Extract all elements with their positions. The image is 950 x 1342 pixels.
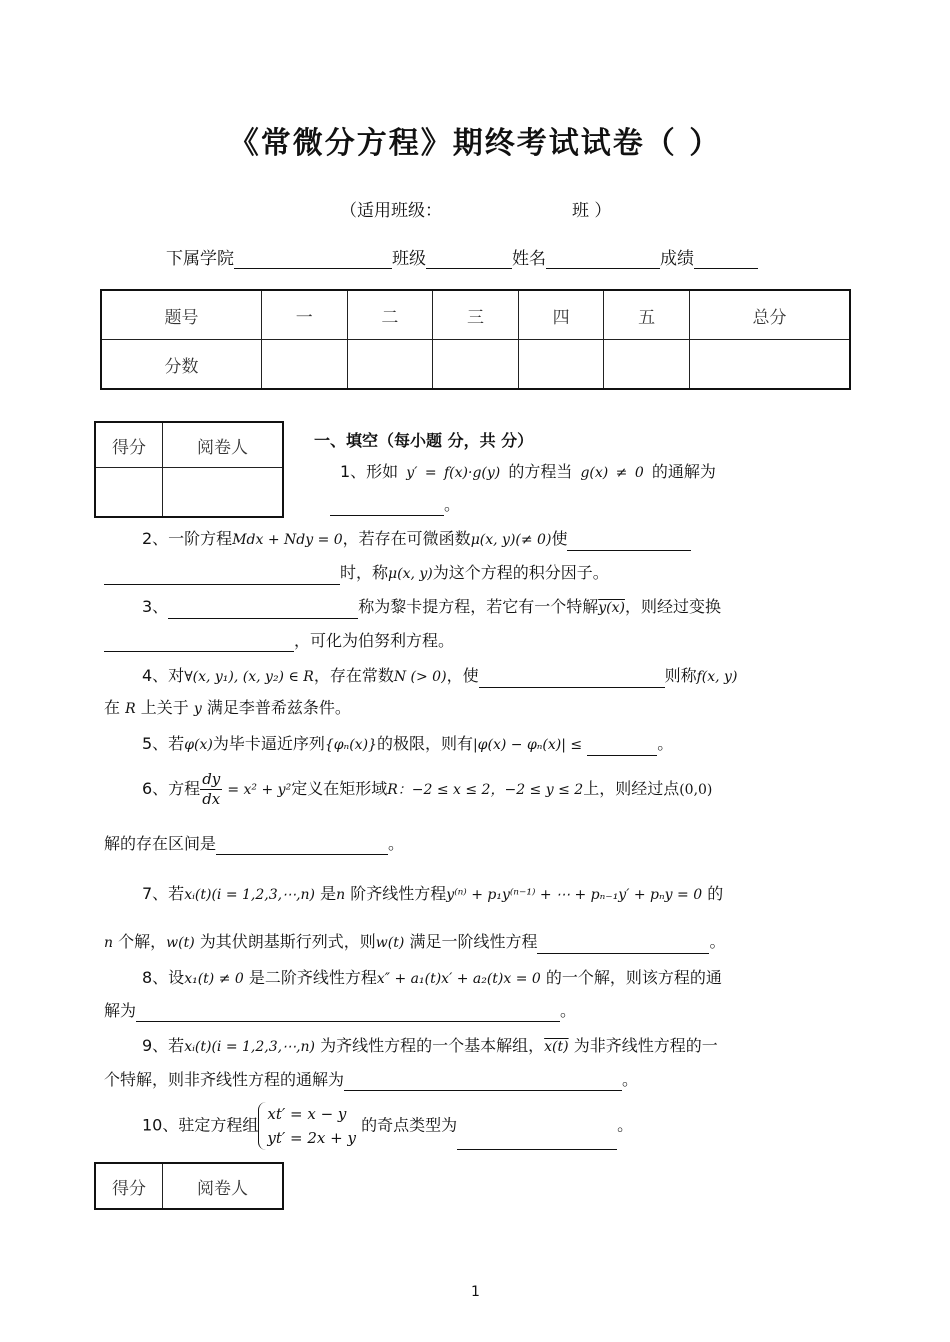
question-8-cont <box>104 1000 576 1022</box>
q10-system <box>258 1102 356 1150</box>
score-cell[interactable] <box>518 340 604 390</box>
q6-math: = x² + y² <box>227 782 292 798</box>
score-cell[interactable] <box>433 340 519 390</box>
q7-math: y⁽ⁿ⁾ + p₁y⁽ⁿ⁻¹⁾ + ⋯ + pₙ₋₁y′ + pₙy = 0 <box>446 887 703 903</box>
college-blank[interactable] <box>234 250 392 269</box>
q4-math: R <box>125 701 136 717</box>
grader-name-cell[interactable] <box>163 468 284 518</box>
q7-text: 的 <box>707 884 724 903</box>
q4-text: 满足李普希兹条件。 <box>206 698 351 717</box>
q10-text: 。 <box>617 1115 634 1135</box>
grade-label: 成绩 <box>660 249 694 269</box>
q1-blank[interactable] <box>330 497 444 516</box>
q5-math: φ(x) <box>184 737 213 753</box>
class-label: 班级 <box>392 249 426 269</box>
q7-text: 阶齐线性方程 <box>350 884 447 903</box>
q7-math: w(t) <box>375 935 405 951</box>
class-blank[interactable] <box>426 250 512 269</box>
q8-math: x₁(t) ≠ 0 <box>184 971 244 987</box>
grader-box-1 <box>94 421 284 518</box>
score-cell[interactable] <box>689 340 850 390</box>
q4-text: ，使 <box>446 666 479 685</box>
score-table-header-row <box>101 290 850 340</box>
q9-math: x(t) <box>544 1039 569 1055</box>
q6-math: R：−2 ≤ x ≤ 2，−2 ≤ y ≤ 2 <box>387 782 584 798</box>
question-3 <box>142 596 721 619</box>
score-table-value-row <box>101 340 850 390</box>
question-6 <box>142 770 712 809</box>
q4-math: f(x, y) <box>696 669 738 685</box>
q9-text: 9、若 <box>142 1036 185 1055</box>
q6-text: 解的存在区间是 <box>104 834 217 853</box>
q7-text: 7、若 <box>142 884 185 903</box>
q6-text: 上，则经过点 <box>583 779 680 798</box>
q1-text: 。 <box>444 495 461 514</box>
applicable-class-suffix: 班 ） <box>572 201 612 221</box>
question-7-cont <box>104 931 725 954</box>
score-cell[interactable] <box>347 340 433 390</box>
question-6-cont <box>104 833 404 855</box>
q2-math: μ(x, y)(≠ 0) <box>470 532 552 548</box>
q2-text: 时，称 <box>340 563 389 582</box>
question-4 <box>142 665 737 688</box>
score-cell[interactable] <box>604 340 690 390</box>
q7-text: 个解， <box>118 932 167 951</box>
question-1-answer <box>330 494 460 516</box>
q5-text: 。 <box>657 734 674 753</box>
name-blank[interactable] <box>546 250 660 269</box>
page-number: 1 <box>471 1284 480 1300</box>
question-4-cont <box>104 697 351 720</box>
score-header-cell: 三 <box>433 290 519 340</box>
q10-blank[interactable] <box>457 1131 617 1150</box>
q1-text: 1、形如 <box>340 462 399 481</box>
score-header-cell: 五 <box>604 290 690 340</box>
q6-blank[interactable] <box>216 836 388 855</box>
score-cell[interactable] <box>262 340 348 390</box>
score-header-cell: 二 <box>347 290 433 340</box>
grader-score-cell[interactable] <box>95 468 163 518</box>
q3-math: y(x) <box>598 600 625 616</box>
q5-blank[interactable] <box>587 737 657 756</box>
question-8 <box>142 967 722 990</box>
question-7 <box>142 883 723 906</box>
grader-label: 阅卷人 <box>163 1163 284 1209</box>
q2-text: 2、一阶方程 <box>142 529 233 548</box>
q8-text: 的一个解，则该方程的通 <box>545 968 722 987</box>
q2-text: 为这个方程的积分因子。 <box>432 563 609 582</box>
q10-text: 的奇点类型为 <box>361 1115 458 1135</box>
q6-fraction <box>200 770 222 809</box>
score-table <box>100 289 851 390</box>
q4-math: N (> 0) <box>393 669 447 685</box>
q4-text: ，存在常数 <box>313 666 394 685</box>
q5-math: |φ(x) − φₙ(x)| ≤ <box>472 737 583 753</box>
q9-math: xᵢ(t)(i = 1,2,3,⋯,n) <box>184 1039 316 1055</box>
question-1 <box>340 461 716 484</box>
grade-blank[interactable] <box>694 250 758 269</box>
q9-blank[interactable] <box>344 1072 622 1091</box>
q10-eq: xt′ = x − y <box>267 1105 347 1123</box>
q8-math: x″ + a₁(t)x′ + a₂(t)x = 0 <box>376 971 541 987</box>
q9-text: 为齐线性方程的一个基本解组， <box>320 1036 545 1055</box>
q4-text: 4、对 <box>142 666 185 685</box>
name-label: 姓名 <box>512 249 546 269</box>
question-5 <box>142 733 673 756</box>
college-label: 下属学院 <box>166 249 234 269</box>
q6-math: (0,0) <box>679 782 713 798</box>
q10-eq: yt′ = 2x + y <box>267 1129 356 1147</box>
q6-text: 。 <box>388 834 405 853</box>
q4-blank[interactable] <box>479 669 665 688</box>
q6-frac-den: dx <box>202 790 221 808</box>
q1-text: 的通解为 <box>651 462 716 481</box>
score-header-cell: 总分 <box>689 290 850 340</box>
q6-text: 定义在矩形域 <box>291 779 388 798</box>
q4-math: y <box>193 701 202 717</box>
question-10 <box>142 1102 633 1150</box>
q7-text: 满足一阶线性方程 <box>409 932 538 951</box>
student-info-line <box>166 244 758 269</box>
q3-text: 称为黎卡提方程，若它有一个特解 <box>358 597 599 616</box>
q7-text: 是 <box>320 884 337 903</box>
q2-blank-1[interactable] <box>567 532 691 551</box>
grader-score-label: 得分 <box>95 422 163 468</box>
section-1-heading: 一、填空（每小题 分，共 分） <box>314 431 534 450</box>
q7-text: 。 <box>709 932 726 951</box>
q5-text: 5、若 <box>142 734 185 753</box>
score-header-cell: 题号 <box>101 290 262 340</box>
q4-text: 在 <box>104 698 121 717</box>
q10-text: 10、驻定方程组 <box>142 1115 259 1135</box>
score-header-cell: 四 <box>518 290 604 340</box>
q7-blank[interactable] <box>537 935 709 954</box>
q5-text: 为毕卡逼近序列 <box>212 734 325 753</box>
q3-text: ，可化为伯努利方程。 <box>294 631 455 650</box>
q3-blank-2[interactable] <box>104 633 294 652</box>
question-2-cont <box>104 562 609 585</box>
q9-text: 个特解，则非齐线性方程的通解为 <box>104 1070 345 1089</box>
q1-text: 的方程当 <box>508 462 573 481</box>
q1-math: g(x) ≠ 0 <box>580 465 644 481</box>
q4-text: 则称 <box>664 666 697 685</box>
q4-text: 上关于 <box>140 698 189 717</box>
q2-text: 使 <box>551 529 568 548</box>
q7-math: n <box>104 935 114 951</box>
q9-text: 为非齐线性方程的一 <box>573 1036 718 1055</box>
question-2 <box>142 528 691 551</box>
q8-blank[interactable] <box>136 1003 560 1022</box>
q8-text: 是二阶齐线性方程 <box>248 968 377 987</box>
grader-score-label: 得分 <box>95 1163 163 1209</box>
question-3-cont <box>104 630 454 652</box>
q3-text: ，则经过变换 <box>624 597 721 616</box>
q1-math: y′ = f(x)·g(y) <box>406 465 501 481</box>
q3-text: 3、 <box>142 597 169 616</box>
score-header-cell: 一 <box>262 290 348 340</box>
q7-math: xᵢ(t)(i = 1,2,3,⋯,n) <box>184 887 316 903</box>
q5-math: {φₙ(x)} <box>324 737 377 753</box>
q4-math: ∀(x, y₁), (x, y₂) ∈ R <box>184 669 314 685</box>
page-title: 《常微分方程》期终考试试卷（ ） <box>228 126 722 161</box>
q6-text: 6、方程 <box>142 779 201 798</box>
q3-blank-1[interactable] <box>168 600 358 619</box>
q2-math: μ(x, y) <box>388 566 433 582</box>
grader-label: 阅卷人 <box>163 422 284 468</box>
q5-text: 的极限，则有 <box>376 734 473 753</box>
applicable-class-label: （适用班级： <box>340 201 442 221</box>
q7-math: n <box>336 887 346 903</box>
q6-frac-num: dy <box>202 770 221 788</box>
q2-math: Mdx + Ndy = 0 <box>232 532 343 548</box>
q8-text: 8、设 <box>142 968 185 987</box>
q2-text: ，若存在可微函数 <box>342 529 471 548</box>
q7-math: w(t) <box>166 935 195 951</box>
q2-blank-2[interactable] <box>104 566 340 585</box>
q8-text: 解为 <box>104 1001 137 1020</box>
q9-text: 。 <box>622 1070 639 1089</box>
question-9 <box>142 1035 718 1058</box>
grader-box-2 <box>94 1162 284 1210</box>
q7-text: 为其伏朗基斯行列式，则 <box>199 932 376 951</box>
score-row-label: 分数 <box>101 340 262 390</box>
question-9-cont <box>104 1069 638 1091</box>
q8-text: 。 <box>560 1001 577 1020</box>
